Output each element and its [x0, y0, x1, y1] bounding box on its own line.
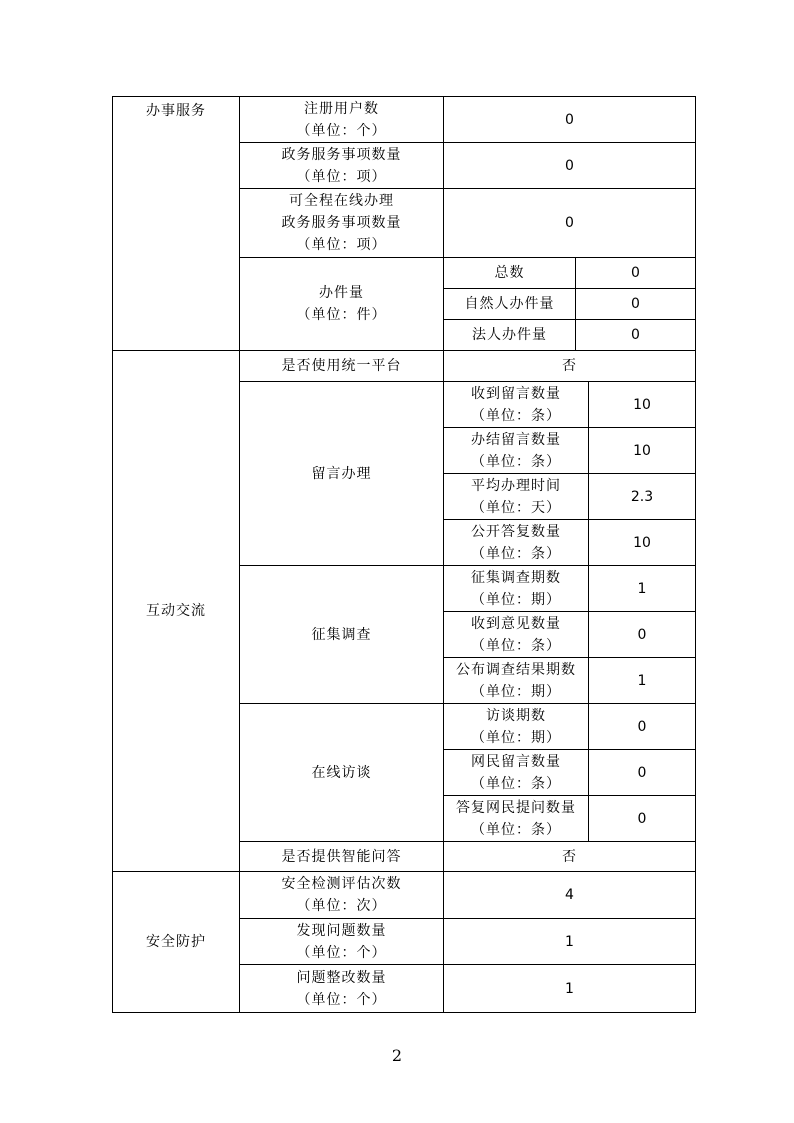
messages-handled-label: 办结留言数量 （单位：条） — [471, 431, 561, 470]
interview-answers-value: 0 — [637, 810, 647, 827]
unified-platform-label: 是否使用统一平台 — [281, 358, 402, 374]
messages-label: 留言办理 — [311, 465, 372, 482]
cases-legal-value: 0 — [631, 327, 640, 343]
security-fixed-value: 1 — [565, 980, 574, 997]
cases-total-label: 总数 — [494, 265, 525, 281]
interview-label: 在线访谈 — [311, 764, 372, 781]
security-problems-value: 1 — [565, 933, 574, 950]
survey-opinions-label: 收到意见数量 （单位：条） — [471, 615, 561, 654]
interview-netizen-msgs-label: 网民留言数量 （单位：条） — [471, 753, 561, 792]
cases-natural-label: 自然人办件量 — [464, 296, 555, 312]
cases-label: 办件量 （单位：件） — [296, 285, 387, 323]
gov-items-value: 0 — [565, 157, 574, 174]
unified-platform-value: 否 — [562, 358, 577, 374]
survey-periods-value: 1 — [637, 580, 647, 597]
registered-users-label: 注册用户数 （单位：个） — [296, 100, 387, 139]
section-title-interaction: 互动交流 — [146, 603, 206, 619]
cases-natural-value: 0 — [631, 296, 640, 312]
interview-periods-label: 访谈期数 （单位：期） — [471, 707, 561, 746]
page-number: 2 — [391, 1046, 403, 1065]
survey-opinions-value: 0 — [637, 626, 647, 643]
messages-public-replies-value: 10 — [633, 534, 651, 551]
online-items-value: 0 — [565, 215, 574, 231]
survey-results-value: 1 — [637, 672, 647, 689]
security-problems-label: 发现问题数量 （单位：个） — [296, 922, 387, 961]
survey-results-label: 公布调查结果期数 （单位：期） — [456, 661, 576, 700]
interview-answers-label: 答复网民提问数量 （单位：条） — [456, 799, 576, 838]
messages-avg-time-label: 平均办理时间 （单位：天） — [471, 477, 561, 516]
security-fixed-label: 问题整改数量 （单位：个） — [296, 969, 387, 1008]
section-title-services: 办事服务 — [146, 103, 206, 119]
cases-total-value: 0 — [631, 265, 640, 281]
cases-legal-label: 法人办件量 — [472, 327, 547, 343]
online-items-label: 可全程在线办理 政务服务事项数量 （单位：项） — [281, 193, 402, 253]
survey-label: 征集调查 — [311, 626, 372, 643]
interview-netizen-msgs-value: 0 — [637, 764, 647, 781]
messages-handled-value: 10 — [633, 442, 651, 459]
smart-qa-label: 是否提供智能问答 — [281, 848, 402, 865]
messages-received-value: 10 — [633, 396, 651, 413]
security-checks-value: 4 — [565, 887, 574, 903]
messages-avg-time-value: 2.3 — [630, 488, 654, 505]
messages-received-label: 收到留言数量 （单位：条） — [471, 385, 561, 424]
gov-items-label: 政务服务事项数量 （单位：项） — [281, 146, 402, 185]
section-title-security: 安全防护 — [146, 934, 206, 950]
interview-periods-value: 0 — [637, 718, 647, 735]
survey-periods-label: 征集调查期数 （单位：期） — [471, 569, 561, 608]
messages-public-replies-label: 公开答复数量 （单位：条） — [471, 523, 561, 562]
registered-users-value: 0 — [565, 111, 574, 128]
smart-qa-value: 否 — [562, 848, 577, 865]
security-checks-label: 安全检测评估次数 （单位：次） — [281, 876, 402, 914]
